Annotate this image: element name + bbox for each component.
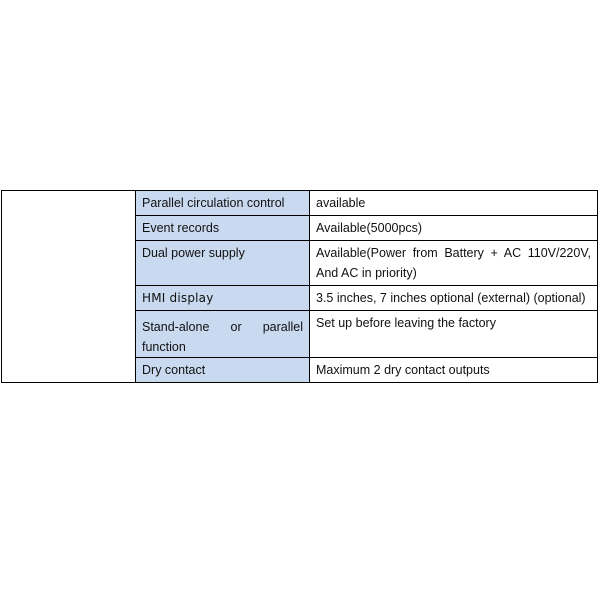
row-value: Set up before leaving the factory [310,311,598,358]
row-label: Dual power supply [136,241,310,286]
row-value: 3.5 inches, 7 inches optional (external) (optional) [310,286,598,311]
row-value: Available(Power from Battery + AC 110V/220V, And AC in priority) [310,241,598,286]
spec-table [1,190,598,383]
row-label: Dry contact [136,358,310,383]
row-label: Parallel circulation control [136,191,310,216]
row-label: Stand-alone or parallel function [136,311,310,358]
group-cell [2,191,136,383]
row-value: Available(5000pcs) [310,216,598,241]
row-label: Event records [136,216,310,241]
row-value: available [310,191,598,216]
row-value: Maximum 2 dry contact outputs [310,358,598,383]
table-row [2,191,598,216]
row-label: HMI display [136,286,310,311]
